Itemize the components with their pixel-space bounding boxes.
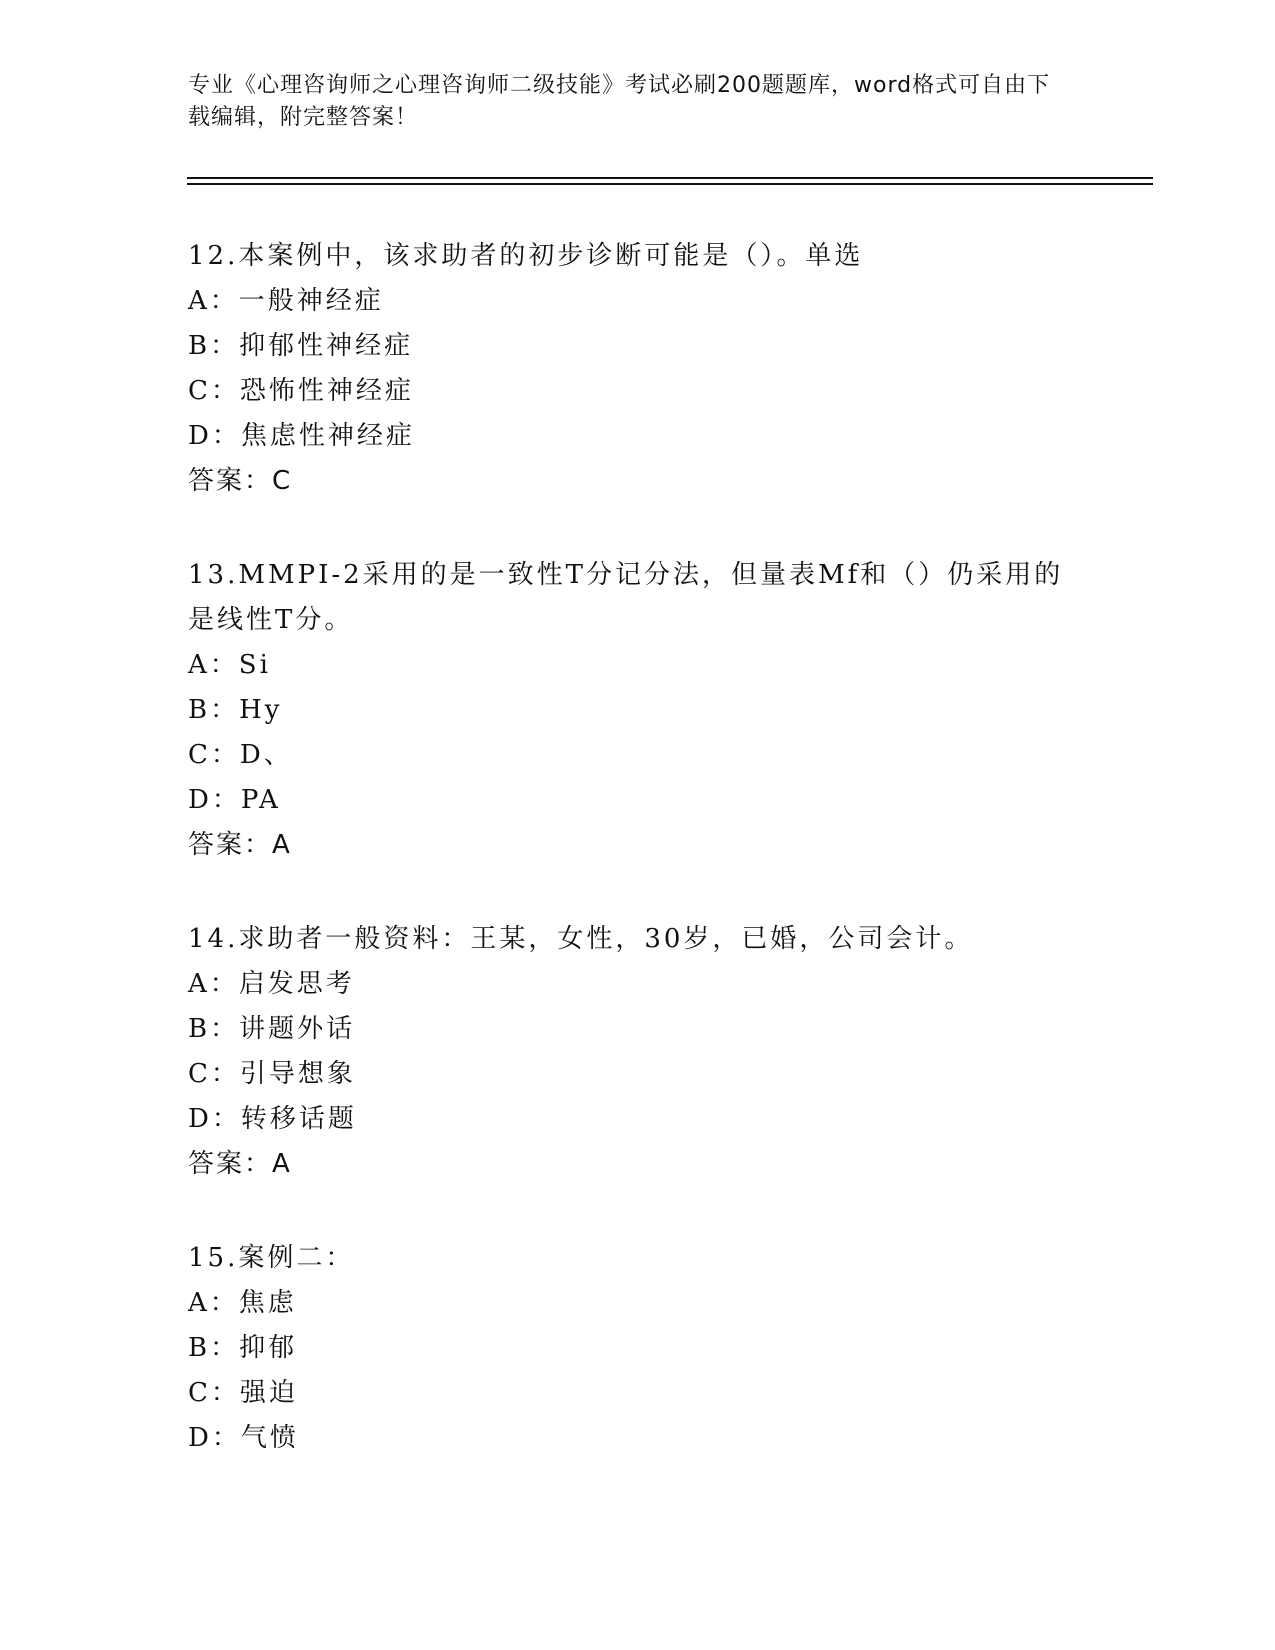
question-stem: 15.案例二： <box>188 1243 355 1273</box>
answer-line: 答案：A <box>188 830 292 860</box>
question-spacer <box>188 1187 1068 1236</box>
option-c: C：D、 <box>188 740 293 770</box>
option-a: A：焦虑 <box>188 1288 297 1318</box>
option-a: A：一般神经症 <box>188 286 384 316</box>
option-d: D：PA <box>188 785 281 815</box>
option-a: A：启发思考 <box>188 969 355 999</box>
question-13 <box>188 553 1068 868</box>
option-d: D：焦虑性神经症 <box>188 421 415 451</box>
question-stem: 14.求助者一般资料：王某，女性，30岁，已婚，公司会计。 <box>188 924 974 954</box>
question-15 <box>188 1236 1068 1461</box>
answer-line: 答案：C <box>188 466 293 496</box>
header-divider-top <box>187 177 1153 179</box>
question-12 <box>188 234 1068 504</box>
header-divider-bottom <box>187 183 1153 185</box>
option-b: B：抑郁性神经症 <box>188 331 414 361</box>
question-stem: 13.MMPI-2采用的是一致性T分记分法，但量表Mf和（）仍采用的是线性T分。 <box>188 560 1064 635</box>
option-b: B：讲题外话 <box>188 1014 356 1044</box>
question-list <box>188 234 1068 1461</box>
question-stem: 12.本案例中，该求助者的初步诊断可能是（）。单选 <box>188 241 864 271</box>
question-14 <box>188 917 1068 1187</box>
option-d: D：气愤 <box>188 1423 299 1453</box>
option-b: B：Hy <box>188 695 283 725</box>
option-a: A：Si <box>188 650 271 680</box>
answer-line: 答案：A <box>188 1149 292 1179</box>
question-spacer <box>188 504 1068 553</box>
option-c: C：引导想象 <box>188 1059 356 1089</box>
question-spacer <box>188 868 1068 917</box>
option-d: D：转移话题 <box>188 1104 357 1134</box>
option-c: C：恐怖性神经症 <box>188 376 414 406</box>
option-b: B：抑郁 <box>188 1333 298 1363</box>
document-intro: 专业《心理咨询师之心理咨询师二级技能》考试必刷200题题库，word格式可自由下载编辑，附完整答案！ <box>188 73 1051 130</box>
option-c: C：强迫 <box>188 1378 298 1408</box>
